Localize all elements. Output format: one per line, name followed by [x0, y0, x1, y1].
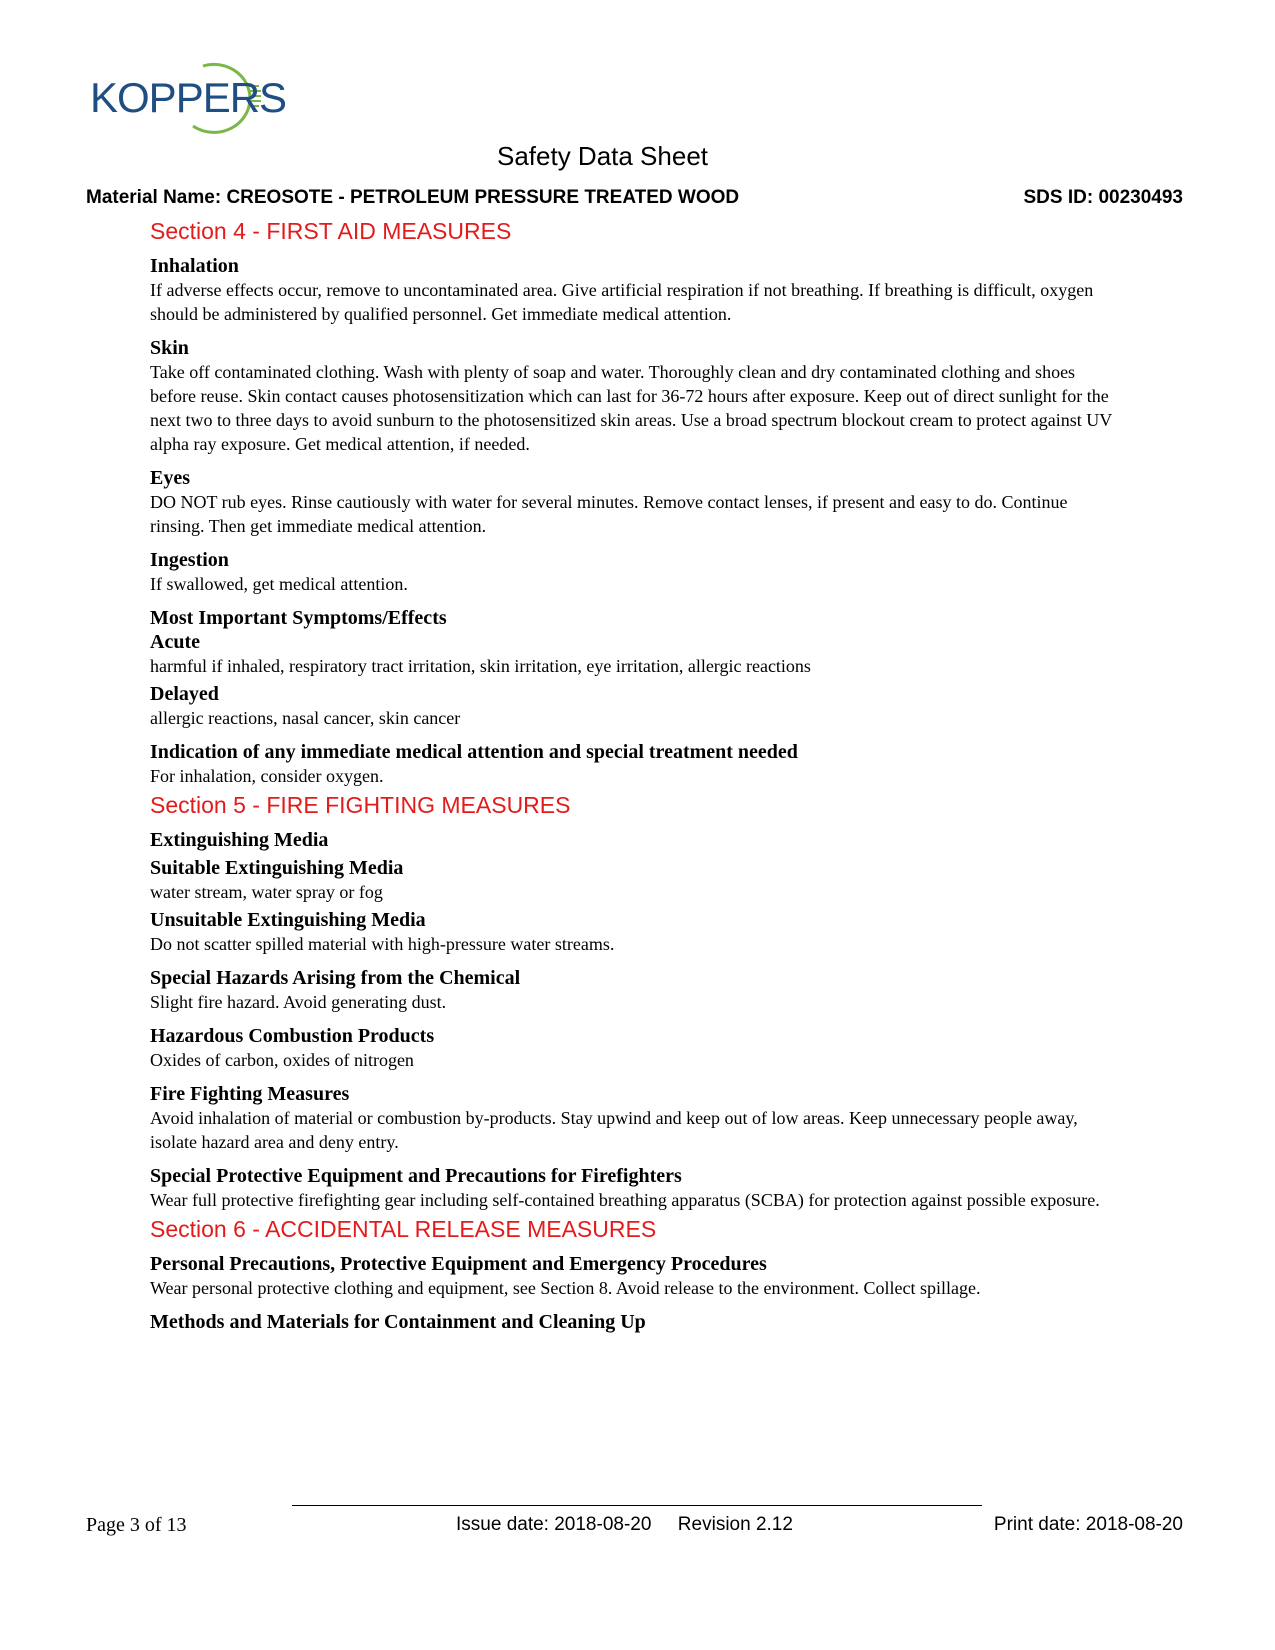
sds-id: SDS ID: 00230493	[1023, 187, 1183, 208]
section-5-title: Section 5 - FIRE FIGHTING MEASURES	[150, 792, 571, 818]
inhalation-heading: Inhalation	[150, 255, 239, 277]
document-body	[150, 216, 1125, 1334]
protective-equipment-heading: Special Protective Equipment and Precautions for Firefighters	[150, 1165, 682, 1187]
combustion-products-heading: Hazardous Combustion Products	[150, 1025, 435, 1047]
personal-precautions-heading: Personal Precautions, Protective Equipment and Emergency Procedures	[150, 1253, 767, 1275]
acute-heading: Acute	[150, 631, 200, 653]
fire-fighting-measures-heading: Fire Fighting Measures	[150, 1083, 350, 1105]
page-number: Page 3 of 13	[86, 1514, 187, 1536]
protective-equipment-text: Wear full protective firefighting gear including self-contained breathing apparatus (SCBA) for protection against possible exposure.	[150, 1190, 1100, 1210]
section-4-title: Section 4 - FIRST AID MEASURES	[150, 218, 512, 244]
koppers-logo	[88, 60, 288, 135]
footer-divider	[292, 1505, 982, 1506]
combustion-products-text: Oxides of carbon, oxides of nitrogen	[150, 1050, 414, 1070]
acute-text: harmful if inhaled, respiratory tract irritation, skin irritation, eye irritation, allergic reactions	[150, 656, 811, 676]
containment-methods-heading: Methods and Materials for Containment and Cleaning Up	[150, 1311, 646, 1333]
print-date: Print date: 2018-08-20	[993, 1514, 1183, 1535]
suitable-media-heading: Suitable Extinguishing Media	[150, 857, 404, 879]
eyes-text: DO NOT rub eyes. Rinse cautiously with water for several minutes. Remove contact lenses, if present and easy to do. Continue rinsing. Then get immediate medical attention.	[150, 492, 1068, 536]
delayed-text: allergic reactions, nasal cancer, skin cancer	[150, 708, 461, 728]
unsuitable-media-text: Do not scatter spilled material with high-pressure water streams.	[150, 934, 615, 954]
indication-heading: Indication of any immediate medical attention and special treatment needed	[150, 741, 798, 763]
material-name: Material Name: CREOSOTE - PETROLEUM PRESSURE TREATED WOOD	[86, 187, 740, 208]
fire-fighting-measures-text: Avoid inhalation of material or combustion by-products. Stay upwind and keep out of low areas. Keep unnecessary people away, isolate hazard area and deny entry.	[150, 1108, 1078, 1152]
indication-text: For inhalation, consider oxygen.	[150, 766, 384, 786]
section-6-title: Section 6 - ACCIDENTAL RELEASE MEASURES	[150, 1216, 657, 1242]
suitable-media-text: water stream, water spray or fog	[150, 882, 383, 902]
issue-date-revision: Issue date: 2018-08-20 Revision 2.12	[456, 1514, 793, 1535]
skin-heading: Skin	[150, 337, 189, 359]
ingestion-text: If swallowed, get medical attention.	[150, 574, 408, 594]
logo-text: KOPPERS	[90, 74, 287, 121]
extinguishing-media-heading: Extinguishing Media	[150, 829, 329, 851]
symptoms-heading: Most Important Symptoms/Effects	[150, 607, 447, 629]
skin-text: Take off contaminated clothing. Wash with plenty of soap and water. Thoroughly clean and dry contaminated clothing and shoes before reuse. Skin contact causes photosensitization which can last for 36-72 hours after exposure. Keep out of direct sunlight for the next two to three days to avoid sunburn to the photosensitized skin areas. Use a broad spectrum blockout cream to protect against UV alpha ray exposure. Get medical attention, if needed.	[150, 362, 1112, 454]
personal-precautions-text: Wear personal protective clothing and equipment, see Section 8. Avoid release to the environment. Collect spillage.	[150, 1278, 981, 1298]
inhalation-text: If adverse effects occur, remove to uncontaminated area. Give artificial respiration if not breathing. If breathing is difficult, oxygen should be administered by qualified personnel. Get immediate medical attention.	[150, 280, 1094, 324]
ingestion-heading: Ingestion	[150, 549, 229, 571]
delayed-heading: Delayed	[150, 683, 219, 705]
special-hazards-text: Slight fire hazard. Avoid generating dust.	[150, 992, 447, 1012]
eyes-heading: Eyes	[150, 467, 190, 489]
unsuitable-media-heading: Unsuitable Extinguishing Media	[150, 909, 426, 931]
document-title: Safety Data Sheet	[496, 141, 709, 171]
special-hazards-heading: Special Hazards Arising from the Chemical	[150, 967, 521, 989]
